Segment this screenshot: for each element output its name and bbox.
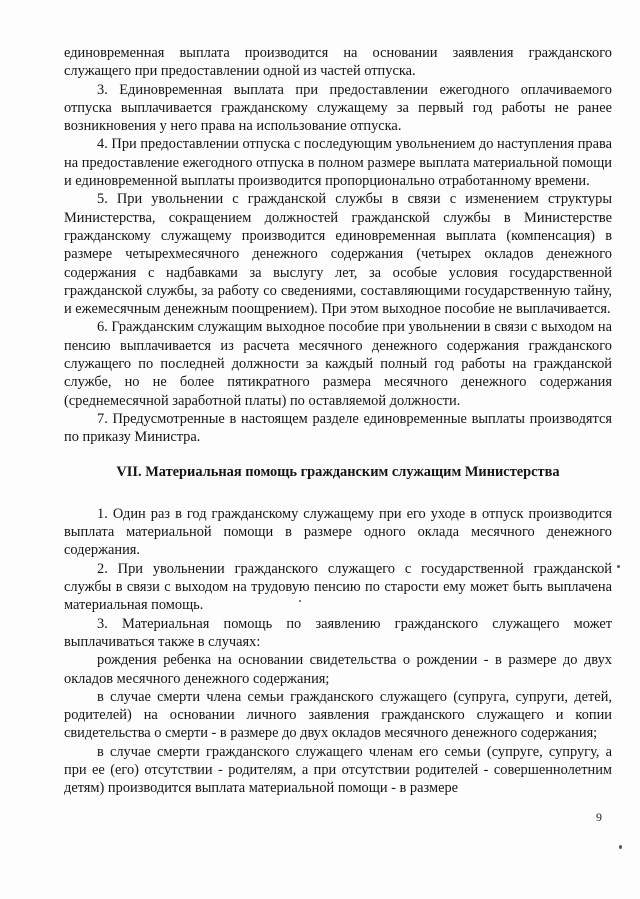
- paragraph-item-1: 1. Один раз в год гражданскому служащему при его уходе в отпуск производится выплата материальной помощи в размере одного оклада месячного денежного содержания.: [64, 505, 612, 559]
- paragraph-item-4: 4. При предоставлении отпуска с последующим увольнением до наступления права на предоставление ежегодного отпуска в полном размере выплата материальной помощи и единовременной выплаты производится пропорционально отработанному времени.: [64, 136, 612, 190]
- paragraph-item-3: 3. Единовременная выплата при предоставлении ежегодного оплачиваемого отпуска выплачивается гражданскому служащему за первый год работы не ранее возникновения у него права на использование отпуска.: [64, 81, 612, 135]
- section-heading: VII. Материальная помощь гражданским служащим Министерства: [116, 463, 560, 480]
- paragraph-case-birth: рождения ребенка на основании свидетельства о рождении - в размере до двух окладов месячного денежного содержания;: [64, 652, 612, 687]
- scan-speck: [299, 600, 301, 602]
- paragraph-item-5: 5. При увольнении с гражданской службы в связи с изменением структуры Министерства, сокращением должностей гражданской службы в Министерстве гражданскому служащему производится единовременная выплата (компенсация) в размере четырехмесячного денежного содержания (четырех окладов денежного содержания с надбавками за выслугу лет, за особые условия государственной гражданской службы, за работу со сведениями, составляющими государственную тайну, и ежемесячным денежным поощрением). При этом выходное пособие не выплачивается.: [64, 191, 612, 318]
- section-heading-block: [64, 463, 612, 481]
- paragraph-case-family-death: в случае смерти члена семьи гражданского служащего (супруга, супруги, детей, родителей) на основании личного заявления гражданского служащего и копии свидетельства о смерти - в размере до двух окладов месячного денежного содержания;: [64, 688, 612, 742]
- paragraph-item-2: 2. При увольнении гражданского служащего с государственной гражданской службы в связи с выходом на трудовую пенсию по старости ему может быть выплачена материальная помощь.: [64, 560, 612, 614]
- scan-speck: [617, 565, 620, 568]
- paragraph-case-employee-death: в случае смерти гражданского служащего членам его семьи (супруге, супругу, а при ее (его) отсутствии - родителям, а при отсутствии родителей - совершеннолетним детям) производится выплата материальной помощи - в размере: [64, 743, 612, 797]
- paragraph-item-6: 6. Гражданским служащим выходное пособие при увольнении в связи с выходом на пенсию выплачивается из расчета месячного денежного содержания гражданского служащего по последней должности за каждый полный год работы на гражданской службе, но не более пятикратного размера месячного денежного содержания (среднемесячной заработной платы) по оставляемой должности.: [64, 319, 612, 409]
- document-body: [64, 44, 612, 798]
- paragraph-item-7: 7. Предусмотренные в настоящем разделе единовременные выплаты производятся по приказу Министра.: [64, 410, 612, 446]
- paragraph-item-3b: 3. Материальная помощь по заявлению гражданского служащего может выплачиваться также в случаях:: [64, 615, 612, 650]
- paragraph-continuation: единовременная выплата производится на основании заявления гражданского служащего при предоставлении одной из частей отпуска.: [64, 45, 612, 80]
- scan-speck: [619, 845, 622, 849]
- page-number: 9: [596, 810, 602, 824]
